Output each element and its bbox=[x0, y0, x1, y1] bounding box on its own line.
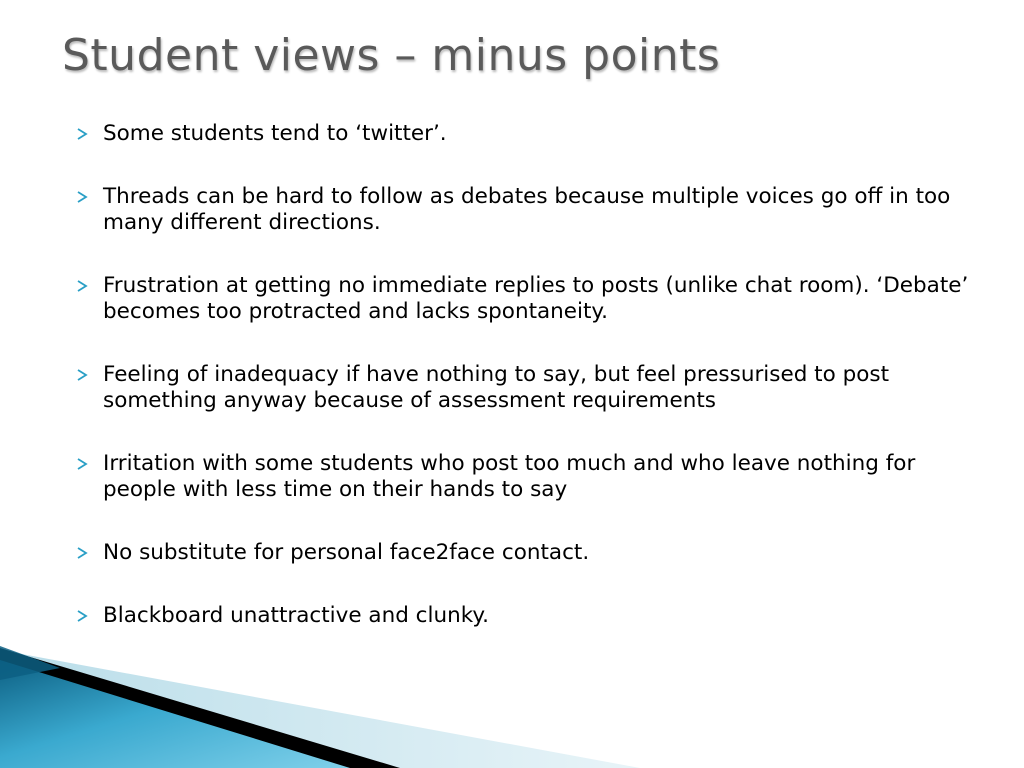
slide-title: Student views – minus points bbox=[62, 30, 721, 81]
arrow-right-icon bbox=[76, 191, 88, 203]
list-item bbox=[76, 451, 976, 503]
list-item bbox=[76, 362, 976, 414]
bullet-text: No substitute for personal face2face contact. bbox=[103, 540, 590, 565]
arrow-right-icon bbox=[76, 610, 88, 622]
corner-decoration bbox=[0, 640, 1024, 768]
list-item bbox=[76, 603, 976, 629]
arrow-right-icon bbox=[76, 128, 88, 140]
list-item bbox=[76, 184, 976, 236]
list-item bbox=[76, 121, 976, 147]
arrow-right-icon bbox=[76, 458, 88, 470]
list-item bbox=[76, 273, 976, 325]
bullet-text: Feeling of inadequacy if have nothing to say, but feel pressurised to post something anyway because of assessment requirements bbox=[103, 362, 890, 413]
bullet-list bbox=[76, 121, 976, 666]
bullet-text: Frustration at getting no immediate replies to posts (unlike chat room). ‘Debate’ becomes too protracted and lacks spontaneity. bbox=[103, 273, 969, 324]
arrow-right-icon bbox=[76, 547, 88, 559]
bullet-text: Some students tend to ‘twitter’. bbox=[103, 121, 447, 146]
arrow-right-icon bbox=[76, 369, 88, 381]
bullet-text: Irritation with some students who post too much and who leave nothing for people with less time on their hands to say bbox=[103, 451, 916, 502]
bullet-text: Blackboard unattractive and clunky. bbox=[103, 603, 489, 628]
list-item bbox=[76, 540, 976, 566]
arrow-right-icon bbox=[76, 280, 88, 292]
bullet-text: Threads can be hard to follow as debates because multiple voices go off in too many different directions. bbox=[103, 184, 951, 235]
